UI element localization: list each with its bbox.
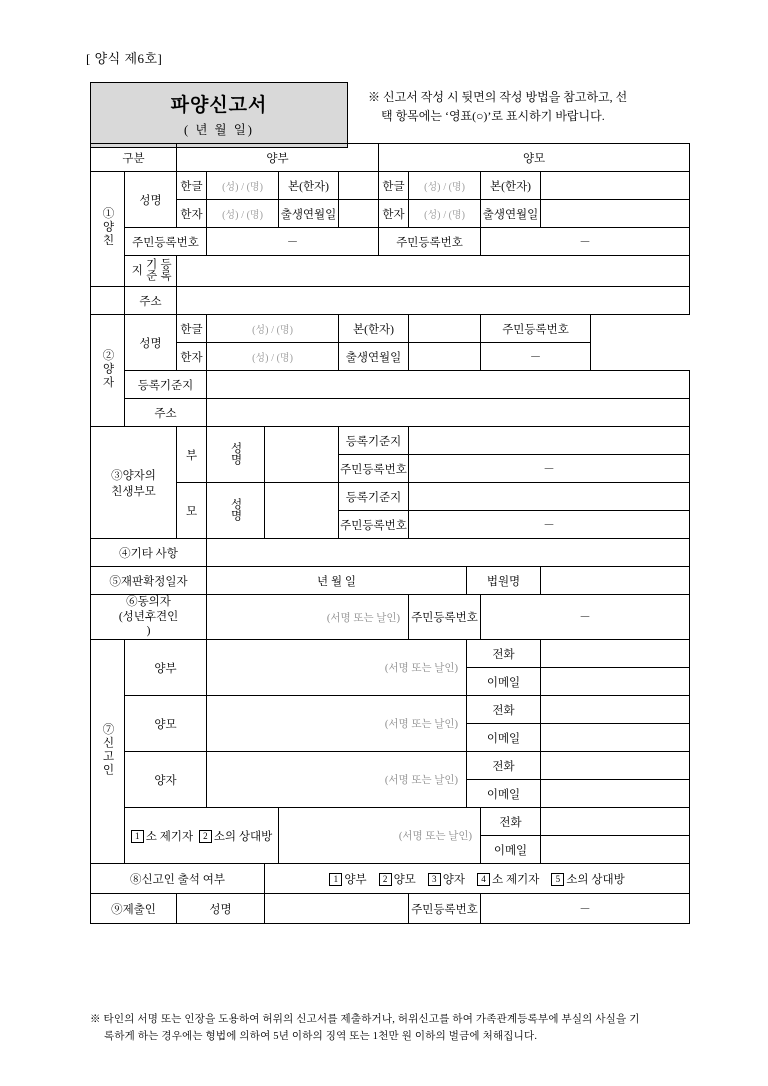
label-submitter: ⑨제출인	[91, 894, 177, 924]
table-row	[91, 287, 690, 315]
field-hanja-name-yangmo[interactable]: (성) / (명)	[409, 200, 481, 228]
table-row	[91, 343, 690, 371]
field-hangul-name-yangja[interactable]: (성) / (명)	[207, 315, 339, 343]
table-row	[91, 595, 690, 640]
field-birth-yangmo[interactable]	[541, 200, 690, 228]
label-email-plaintiff: 이메일	[481, 836, 541, 864]
label-reporter-yangbu: 양부	[125, 640, 207, 696]
field-jumin-mo[interactable]: －	[409, 511, 690, 539]
field-phone-yangbu[interactable]	[541, 640, 690, 668]
field-jumin-consenter[interactable]: －	[481, 595, 690, 640]
field-bon-yangbu[interactable]	[339, 172, 379, 200]
label-birth-yangja: 출생연월일	[339, 343, 409, 371]
field-reporter-yangbu-signature[interactable]: (서명 또는 날인)	[207, 640, 467, 696]
label-birth-yangmo: 출생연월일	[481, 200, 541, 228]
field-hanja-name-yangja[interactable]: (성) / (명)	[207, 343, 339, 371]
label-reporter-yangmo: 양모	[125, 696, 207, 752]
label-phone-plaintiff: 전화	[481, 808, 541, 836]
field-phone-yangmo[interactable]	[541, 696, 690, 724]
table-row	[91, 567, 690, 595]
label-juso-yangja: 주소	[125, 399, 207, 427]
label-hangul-yangmo: 한글	[379, 172, 409, 200]
label-phone-yangbu: 전화	[467, 640, 541, 668]
field-gijunji-yangchin[interactable]	[177, 256, 690, 287]
label-bu: 부	[177, 427, 207, 483]
table-row	[91, 200, 690, 228]
field-submitter-jumin[interactable]: －	[481, 894, 690, 924]
label-judgment-date: ⑤재판확정일자	[91, 567, 207, 595]
label-bon-yangbu: 본(한자)	[279, 172, 339, 200]
label-seongmyeong-yangchin: 성명	[125, 172, 177, 228]
footer-line1: ※ 타인의 서명 또는 인장을 도용하여 허위의 신고서를 제출하거나, 허위신고를 하여 가족관계등록부에 부실의 사실을 기	[90, 1014, 640, 1025]
field-email-yangmo[interactable]	[541, 724, 690, 752]
table-row	[91, 894, 690, 924]
field-phone-plaintiff[interactable]	[541, 808, 690, 836]
table-row	[91, 228, 690, 256]
section-label-birthparents: ③양자의 친생부모	[91, 427, 177, 539]
table-row	[91, 640, 690, 668]
attendance-option-4[interactable]: 4 소 제기자	[477, 874, 539, 886]
header-yangmo: 양모	[379, 144, 690, 172]
attendance-option-list	[329, 874, 624, 886]
field-bon-yangja[interactable]	[409, 315, 481, 343]
table-row-header	[91, 144, 690, 172]
form-table	[90, 143, 690, 924]
field-gijunji-bu[interactable]	[409, 427, 690, 455]
header-yangbu: 양부	[177, 144, 379, 172]
field-gijunji-mo[interactable]	[409, 483, 690, 511]
field-jumin-yangbu[interactable]: －	[207, 228, 379, 256]
table-row	[91, 371, 690, 399]
field-reporter-yangja-signature[interactable]: (서명 또는 날인)	[207, 752, 467, 808]
label-submitter-name: 성명	[177, 894, 265, 924]
field-reporter-yangmo-signature[interactable]: (서명 또는 날인)	[207, 696, 467, 752]
section-label-reporter: ⑦신고인	[91, 640, 125, 864]
label-court-name: 법원명	[467, 567, 541, 595]
field-email-yangja[interactable]	[541, 780, 690, 808]
label-reporter-yangja: 양자	[125, 752, 207, 808]
header-gubun: 구분	[91, 144, 177, 172]
attendance-option-5[interactable]: 5 소의 상대방	[551, 874, 624, 886]
label-email-yangja: 이메일	[467, 780, 541, 808]
field-name-mo[interactable]	[265, 483, 339, 539]
attendance-option-1[interactable]: 1 양부	[329, 874, 366, 886]
label-hangul-yangbu: 한글	[177, 172, 207, 200]
field-juso-yangchin[interactable]	[177, 287, 690, 315]
field-birth-yangja[interactable]	[409, 343, 481, 371]
label-hanja-yangbu: 한자	[177, 200, 207, 228]
title-box	[90, 82, 348, 148]
field-attendance-options[interactable]	[265, 864, 690, 894]
label-seongmyeong-mo: 성명	[207, 483, 265, 539]
table-row	[91, 399, 690, 427]
field-hanja-name-yangbu[interactable]: (성) / (명)	[207, 200, 279, 228]
form-code: [ 양식 제6호]	[86, 51, 163, 66]
field-gijunji-yangja[interactable]	[207, 371, 690, 399]
label-plaintiff-defendant: 1 소 제기자 2 소의 상대방	[125, 808, 279, 864]
label-hangul-yangja: 한글	[177, 315, 207, 343]
checkbox-defendant[interactable]: 2	[199, 830, 212, 843]
label-email-yangbu: 이메일	[467, 668, 541, 696]
title-area	[90, 82, 680, 148]
field-plaintiff-signature[interactable]: (서명 또는 날인)	[279, 808, 481, 864]
page-title: 파양신고서	[170, 95, 268, 116]
field-bon-yangmo[interactable]	[541, 172, 690, 200]
field-email-plaintiff[interactable]	[541, 836, 690, 864]
title-date-line: ( 년 월 일)	[184, 123, 254, 137]
table-row	[91, 752, 690, 780]
label-bon-yangja: 본(한자)	[339, 315, 409, 343]
notice-text	[368, 88, 678, 125]
table-row	[91, 539, 690, 567]
section-label-yangchin: ①양친	[91, 172, 125, 287]
label-phone-yangja: 전화	[467, 752, 541, 780]
field-consenter-signature[interactable]: (서명 또는 날인)	[207, 595, 409, 640]
attendance-option-2[interactable]: 2 양모	[379, 874, 416, 886]
label-phone-yangmo: 전화	[467, 696, 541, 724]
field-phone-yangja[interactable]	[541, 752, 690, 780]
label-gijunji-yangja: 등록기준지	[125, 371, 207, 399]
notice-line2: 택 항목에는 ‘영표(○)’로 표시하기 바랍니다.	[381, 108, 605, 123]
table-row	[91, 483, 690, 511]
label-jumin-yangja: 주민등록번호	[481, 315, 591, 343]
checkbox-plaintiff[interactable]: 1	[131, 830, 144, 843]
footer-note	[90, 1012, 690, 1046]
field-jumin-yangja[interactable]: －	[481, 343, 591, 371]
table-row	[91, 256, 690, 287]
field-submitter-name[interactable]	[265, 894, 409, 924]
spacer-cell	[91, 287, 125, 315]
label-seongmyeong-yangja: 성명	[125, 315, 177, 371]
label-hanja-yangmo: 한자	[379, 200, 409, 228]
field-court-name[interactable]	[541, 567, 690, 595]
label-jumin-consenter: 주민등록번호	[409, 595, 481, 640]
label-gijunji-bu: 등록기준지	[339, 427, 409, 455]
label-birth-yangbu: 출생연월일	[279, 200, 339, 228]
field-juso-yangja[interactable]	[207, 399, 690, 427]
table-row	[91, 696, 690, 724]
notice-line1: ※ 신고서 작성 시 뒷면의 작성 방법을 참고하고, 선	[368, 90, 628, 104]
label-hanja-yangja: 한자	[177, 343, 207, 371]
field-hangul-name-yangmo[interactable]: (성) / (명)	[409, 172, 481, 200]
field-email-yangbu[interactable]	[541, 668, 690, 696]
field-jumin-yangmo[interactable]: －	[481, 228, 690, 256]
table-row	[91, 315, 690, 343]
label-jumin-yangbu: 주민등록번호	[125, 228, 207, 256]
table-row	[91, 427, 690, 455]
label-juso-yangchin: 주소	[125, 287, 177, 315]
attendance-option-3[interactable]: 3 양자	[428, 874, 465, 886]
label-seongmyeong-bu: 성명	[207, 427, 265, 483]
label-gijunji-mo: 등록기준지	[339, 483, 409, 511]
table-row	[91, 172, 690, 200]
label-submitter-jumin: 주민등록번호	[409, 894, 481, 924]
table-row	[91, 808, 690, 836]
table-row	[91, 864, 690, 894]
field-etc[interactable]	[207, 539, 690, 567]
field-judgment-date[interactable]: 년 월 일	[207, 567, 467, 595]
field-name-bu[interactable]	[265, 427, 339, 483]
label-email-yangmo: 이메일	[467, 724, 541, 752]
label-jumin-yangmo: 주민등록번호	[379, 228, 481, 256]
field-birth-yangbu[interactable]	[339, 200, 379, 228]
footer-line2: 록하게 하는 경우에는 형법에 의하여 5년 이하의 징역 또는 1천만 원 이하의 벌금에 처해집니다.	[104, 1030, 538, 1042]
field-jumin-bu[interactable]: －	[409, 455, 690, 483]
label-jumin-bu: 주민등록번호	[339, 455, 409, 483]
label-bon-yangmo: 본(한자)	[481, 172, 541, 200]
field-hangul-name-yangbu[interactable]: (성) / (명)	[207, 172, 279, 200]
label-mo: 모	[177, 483, 207, 539]
label-jumin-mo: 주민등록번호	[339, 511, 409, 539]
label-etc: ④기타 사항	[91, 539, 207, 567]
label-gijunji-yangchin: 등록기준지	[125, 256, 177, 287]
label-consenter: ⑥동의자 (성년후견인 )	[91, 595, 207, 640]
section-label-yangja: ②양자	[91, 315, 125, 427]
label-attendance: ⑧신고인 출석 여부	[91, 864, 265, 894]
